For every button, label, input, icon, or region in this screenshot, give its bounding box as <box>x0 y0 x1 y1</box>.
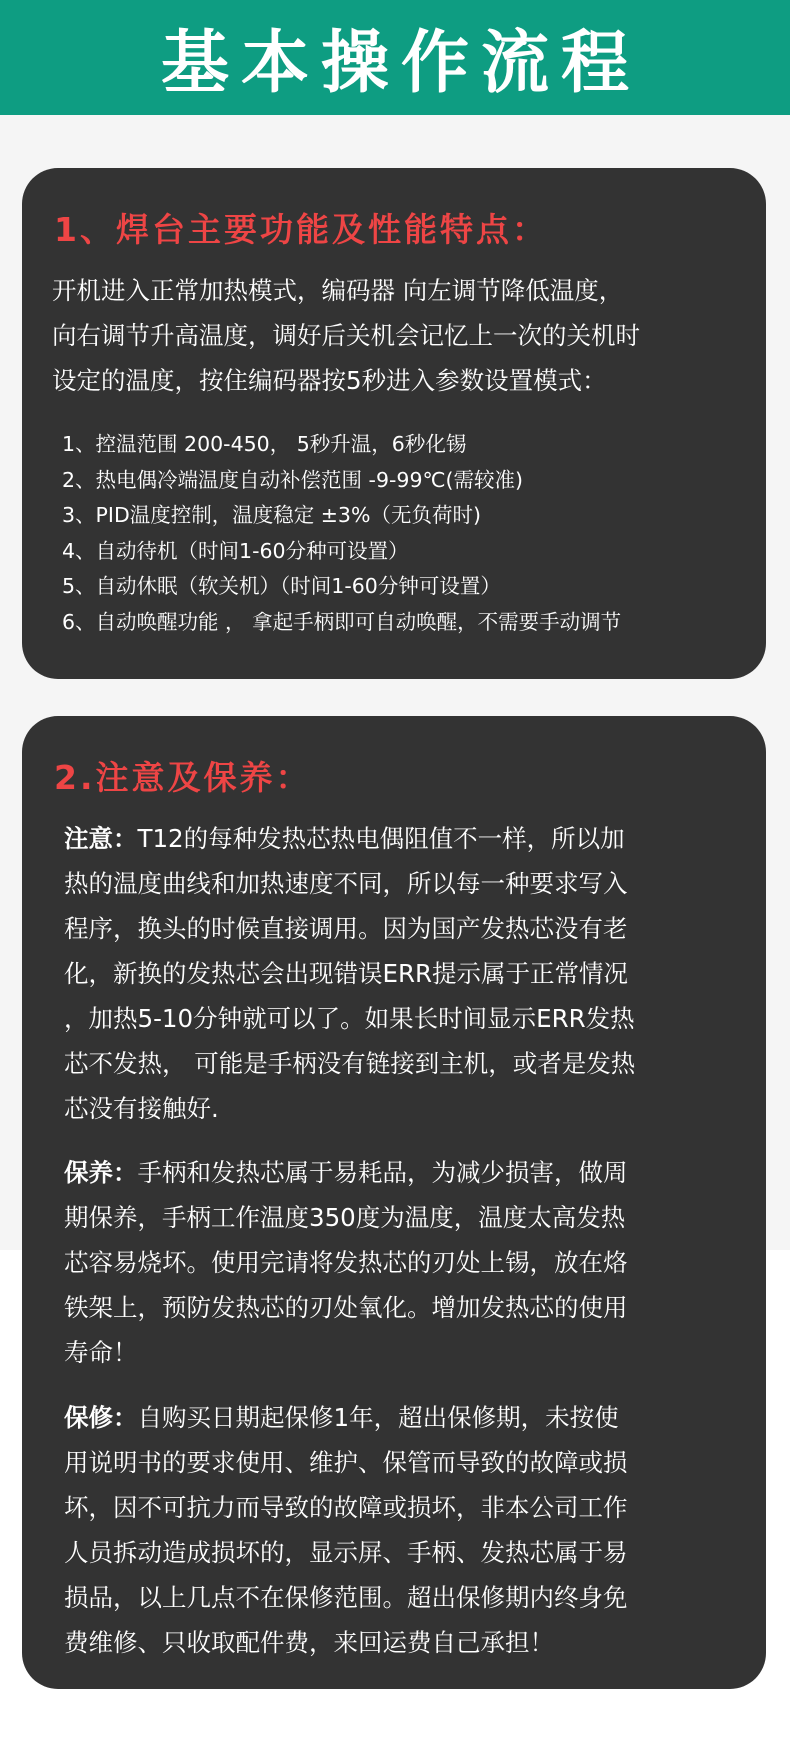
paragraph-line: 热的温度曲线和加热速度不同，所以每一种要求写入 <box>64 869 628 898</box>
feature-list <box>62 427 752 640</box>
feature-item: 5、自动休眠（软关机）（时间1-60分钟可设置） <box>62 574 501 598</box>
paragraph-line: 化，新换的发热芯会出现错误ERR提示属于正常情况 <box>64 959 629 988</box>
care-card <box>22 716 766 1689</box>
feature-item: 6、自动唤醒功能 ， 拿起手柄即可自动唤醒，不需要手动调节 <box>62 609 622 634</box>
page-header <box>0 0 790 115</box>
paragraph-line <box>64 1395 754 1440</box>
paragraph-line: 期保养，手柄工作温度350度为温度，温度太高发热 <box>64 1203 626 1232</box>
warranty-label: 保修： <box>64 1403 138 1432</box>
maintenance-text: 手柄和发热芯属于易耗品，为减少损害，做周 <box>137 1158 628 1187</box>
notice-label: 注意： <box>64 824 138 853</box>
paragraph-line: 寿命！ <box>64 1338 138 1367</box>
notice-paragraph <box>64 816 754 1131</box>
notice-text: T12的每种发热芯热电偶阻值不一样，所以加 <box>137 824 625 853</box>
paragraph-line: 用说明书的要求使用、维护、保管而导致的故障或损 <box>64 1448 628 1477</box>
feature-item: 4、自动待机（时间1-60分种可设置） <box>62 538 409 563</box>
warranty-text: 自购买日期起保修1年，超出保修期，未按使 <box>137 1403 619 1432</box>
paragraph-line <box>64 816 754 861</box>
features-section-title: 1、焊台主要功能及性能特点： <box>54 210 548 249</box>
paragraph-line: 芯没有接触好. <box>64 1094 219 1123</box>
intro-line: 向右调节升高温度，调好后关机会记忆上一次的关机时 <box>52 321 640 350</box>
feature-item: 2、热电偶冷端温度自动补偿范围 -9-99℃(需较准) <box>62 467 523 492</box>
paragraph-line: 芯容易烧坏。使用完请将发热芯的刃处上锡，放在烙 <box>64 1248 628 1277</box>
feature-item: 3、PID温度控制，温度稳定 ±3%（无负荷时) <box>62 503 481 527</box>
feature-item: 1、控温范围 200-450， 5秒升温，6秒化锡 <box>62 432 467 456</box>
paragraph-line <box>64 1150 754 1195</box>
care-section-title: 2.注意及保养： <box>54 758 312 797</box>
intro-line: 设定的温度，按住编码器按5秒进入参数设置模式： <box>52 366 607 395</box>
features-intro <box>52 268 752 403</box>
paragraph-line: ，加热5-10分钟就可以了。如果长时间显示ERR发热 <box>64 1004 635 1033</box>
maintenance-paragraph <box>64 1150 754 1375</box>
page-title: 基本操作流程 <box>160 24 641 103</box>
paragraph-line: 程序，换头的时候直接调用。因为国产发热芯没有老 <box>64 914 628 943</box>
paragraph-line: 费维修、只收取配件费，来回运费自己承担！ <box>64 1628 554 1657</box>
warranty-paragraph <box>64 1395 754 1665</box>
maintenance-label: 保养： <box>64 1158 138 1187</box>
intro-line: 开机进入正常加热模式，编码器 向左调节降低温度， <box>52 276 624 305</box>
features-card <box>22 168 766 679</box>
paragraph-line: 人员拆动造成损坏的，显示屏、手柄、发热芯属于易 <box>64 1538 628 1567</box>
paragraph-line: 铁架上，预防发热芯的刃处氧化。增加发热芯的使用 <box>64 1293 628 1322</box>
paragraph-line: 芯不发热， 可能是手柄没有链接到主机，或者是发热 <box>64 1049 636 1078</box>
paragraph-line: 坏，因不可抗力而导致的故障或损坏，非本公司工作 <box>64 1493 628 1522</box>
paragraph-line: 损品，以上几点不在保修范围。超出保修期内终身免 <box>64 1583 628 1612</box>
